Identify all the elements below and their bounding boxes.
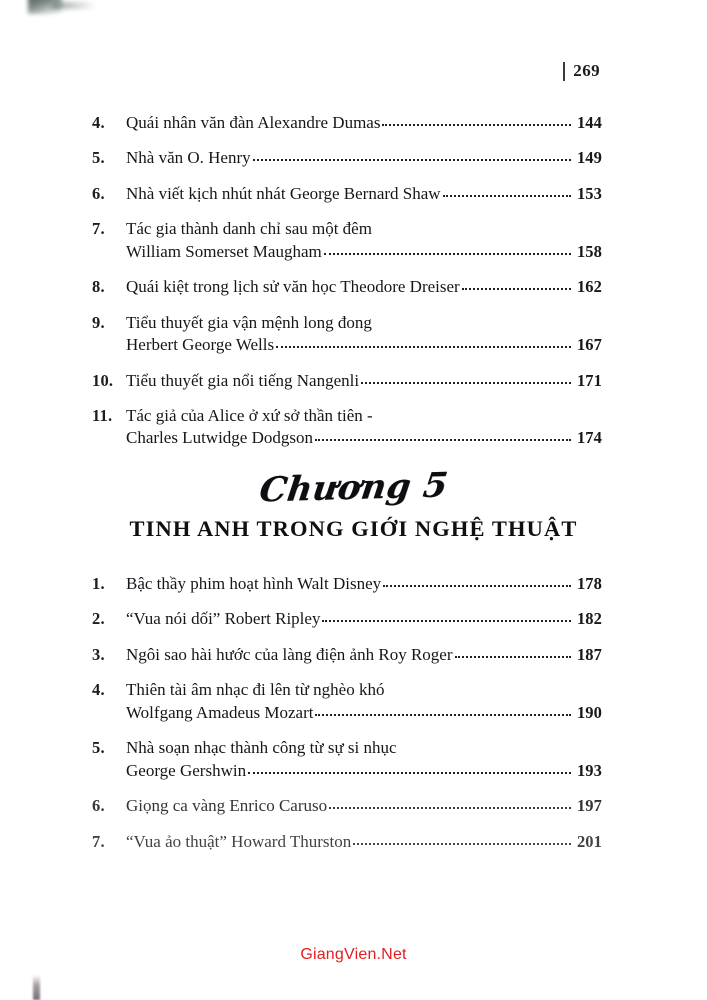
toc-entry-page-number: 162 xyxy=(576,277,602,297)
toc-entry[interactable] xyxy=(92,112,602,134)
toc-dot-leader xyxy=(315,714,571,716)
toc-entry-title: Tiểu thuyết gia nổi tiếng Nangenli xyxy=(126,370,360,390)
toc-entry-page-number: 201 xyxy=(576,831,602,851)
toc-entry-page-number: 178 xyxy=(576,574,602,593)
toc-entry-title: Bậc thầy phim hoạt hình Walt Disney xyxy=(126,574,382,593)
scan-shadow-artifact-bottom-left xyxy=(33,975,40,1000)
toc-dot-leader xyxy=(443,195,571,197)
toc-entry-title: Tác giả của Alice ở xứ sở thần tiên - xyxy=(126,405,373,425)
toc-entry[interactable] xyxy=(92,831,602,853)
site-watermark: GiangVien.Net xyxy=(300,946,407,963)
toc-entry-page-number: 193 xyxy=(576,760,602,780)
scan-shadow-artifact-top-left-tail xyxy=(52,2,96,9)
toc-entry-page-number: 174 xyxy=(576,428,602,448)
toc-entry-continuation-row xyxy=(92,427,602,449)
toc-entry-continuation-row xyxy=(92,334,602,356)
toc-entry[interactable] xyxy=(92,737,602,782)
toc-dot-leader xyxy=(276,346,571,348)
toc-entry-continuation-row xyxy=(92,760,602,782)
toc-dot-leader xyxy=(329,807,571,809)
toc-entry-number: 4. xyxy=(92,113,105,132)
toc-entry-row xyxy=(92,737,602,759)
toc-entry-row xyxy=(92,644,602,666)
toc-entry-row xyxy=(92,276,602,298)
toc-entry-page-number: 197 xyxy=(576,796,602,816)
toc-entry[interactable] xyxy=(92,370,602,392)
toc-dot-leader xyxy=(361,382,571,384)
toc-entry-title: George Gershwin xyxy=(126,760,247,780)
toc-entry-page-number: 153 xyxy=(576,183,602,203)
toc-entry-row xyxy=(92,795,602,817)
toc-dot-leader xyxy=(383,585,571,587)
toc-entry-row xyxy=(92,218,602,240)
toc-entry-title: Wolfgang Amadeus Mozart xyxy=(126,702,314,722)
toc-entry-number: 7. xyxy=(92,219,105,239)
toc-entry-number: 9. xyxy=(92,312,105,332)
toc-entry-title: William Somerset Maugham xyxy=(126,241,322,261)
toc-entry[interactable] xyxy=(92,218,602,263)
toc-entry-title: Quái kiệt trong lịch sử văn học Theodore Dreiser xyxy=(126,277,460,297)
toc-entry-row xyxy=(92,147,602,169)
toc-entry-title: Tác gia thành danh chỉ sau một đêm xyxy=(126,219,372,239)
toc-entry-number: 11. xyxy=(92,405,113,425)
folio-rule-icon xyxy=(563,62,565,81)
toc-entry-row xyxy=(92,370,602,392)
toc-list-chapter-five xyxy=(92,573,602,853)
toc-dot-leader xyxy=(462,288,571,290)
toc-entry-row xyxy=(92,405,602,427)
chapter-script-label: Chương 5 xyxy=(256,465,451,511)
toc-entry-title: Charles Lutwidge Dodgson xyxy=(126,428,313,448)
toc-entry-number: 8. xyxy=(92,277,105,297)
toc-entry-page-number: 144 xyxy=(576,113,602,132)
toc-entry-page-number: 149 xyxy=(576,148,602,168)
toc-entry-title: Thiên tài âm nhạc đi lên từ nghèo khó xyxy=(126,680,385,700)
toc-entry[interactable] xyxy=(92,147,602,169)
toc-entry[interactable] xyxy=(92,608,602,630)
toc-entry-row xyxy=(92,679,602,701)
toc-entry-number: 10. xyxy=(92,370,114,390)
toc-entry-number: 5. xyxy=(92,738,105,758)
toc-entry-number: 6. xyxy=(92,183,105,203)
toc-entry-row xyxy=(92,112,602,134)
toc-entry-number: 2. xyxy=(92,609,105,629)
toc-entry-title: “Vua ảo thuật” Howard Thurston xyxy=(126,831,352,851)
toc-entry[interactable] xyxy=(92,405,602,450)
toc-entry-row xyxy=(92,608,602,630)
toc-entry[interactable] xyxy=(92,795,602,817)
toc-entry-page-number: 190 xyxy=(576,702,602,722)
toc-dot-leader xyxy=(322,620,571,622)
toc-dot-leader xyxy=(324,253,571,255)
toc-entry-number: 6. xyxy=(92,796,105,816)
toc-entry-row xyxy=(92,831,602,853)
toc-dot-leader xyxy=(455,656,572,658)
toc-dot-leader xyxy=(353,843,571,845)
toc-entry-number: 3. xyxy=(92,644,105,664)
toc-dot-leader xyxy=(315,439,571,441)
chapter-heading xyxy=(0,465,707,542)
toc-entry-title: Ngôi sao hài hước của làng điện ảnh Roy Roger xyxy=(126,644,453,664)
toc-entry-title: Nhà soạn nhạc thành công từ sự si nhục xyxy=(126,738,397,758)
toc-dot-leader xyxy=(248,772,571,774)
toc-entry[interactable] xyxy=(92,183,602,205)
toc-entry-continuation-row xyxy=(92,702,602,724)
toc-entry-number: 4. xyxy=(92,680,105,700)
toc-entry[interactable] xyxy=(92,679,602,724)
toc-entry[interactable] xyxy=(92,276,602,298)
toc-entry-number: 7. xyxy=(92,831,105,851)
folio-number: 269 xyxy=(573,61,600,80)
toc-entry-number: 5. xyxy=(92,148,105,168)
toc-entry-page-number: 187 xyxy=(576,644,602,664)
toc-entry-title: Tiểu thuyết gia vận mệnh long đong xyxy=(126,312,372,332)
page-folio xyxy=(563,61,600,81)
toc-entry[interactable] xyxy=(92,312,602,357)
toc-entry-title: Quái nhân văn đàn Alexandre Dumas xyxy=(126,113,381,132)
toc-entry-title: “Vua nói dối” Robert Ripley xyxy=(126,609,321,629)
toc-entry-row xyxy=(92,183,602,205)
toc-entry[interactable] xyxy=(92,644,602,666)
toc-entry-title: Nhà viết kịch nhút nhát George Bernard Shaw xyxy=(126,183,441,203)
toc-entry-continuation-row xyxy=(92,241,602,263)
toc-list-chapter-four-continued xyxy=(92,112,602,450)
toc-entry-number: 1. xyxy=(92,574,105,593)
toc-entry-page-number: 167 xyxy=(576,335,602,355)
toc-entry-page-number: 158 xyxy=(576,241,602,261)
toc-entry-row xyxy=(92,573,602,595)
toc-dot-leader xyxy=(253,159,571,161)
chapter-title: TINH ANH TRONG GIỚI NGHỆ THUẬT xyxy=(129,516,578,541)
toc-entry-title: Giọng ca vàng Enrico Caruso xyxy=(126,796,328,816)
toc-entry-page-number: 171 xyxy=(576,370,602,390)
toc-entry-title: Herbert George Wells xyxy=(126,335,275,355)
toc-entry[interactable] xyxy=(92,573,602,595)
toc-entry-row xyxy=(92,312,602,334)
toc-entry-title: Nhà văn O. Henry xyxy=(126,148,251,168)
toc-dot-leader xyxy=(382,124,571,126)
toc-entry-page-number: 182 xyxy=(576,609,602,629)
